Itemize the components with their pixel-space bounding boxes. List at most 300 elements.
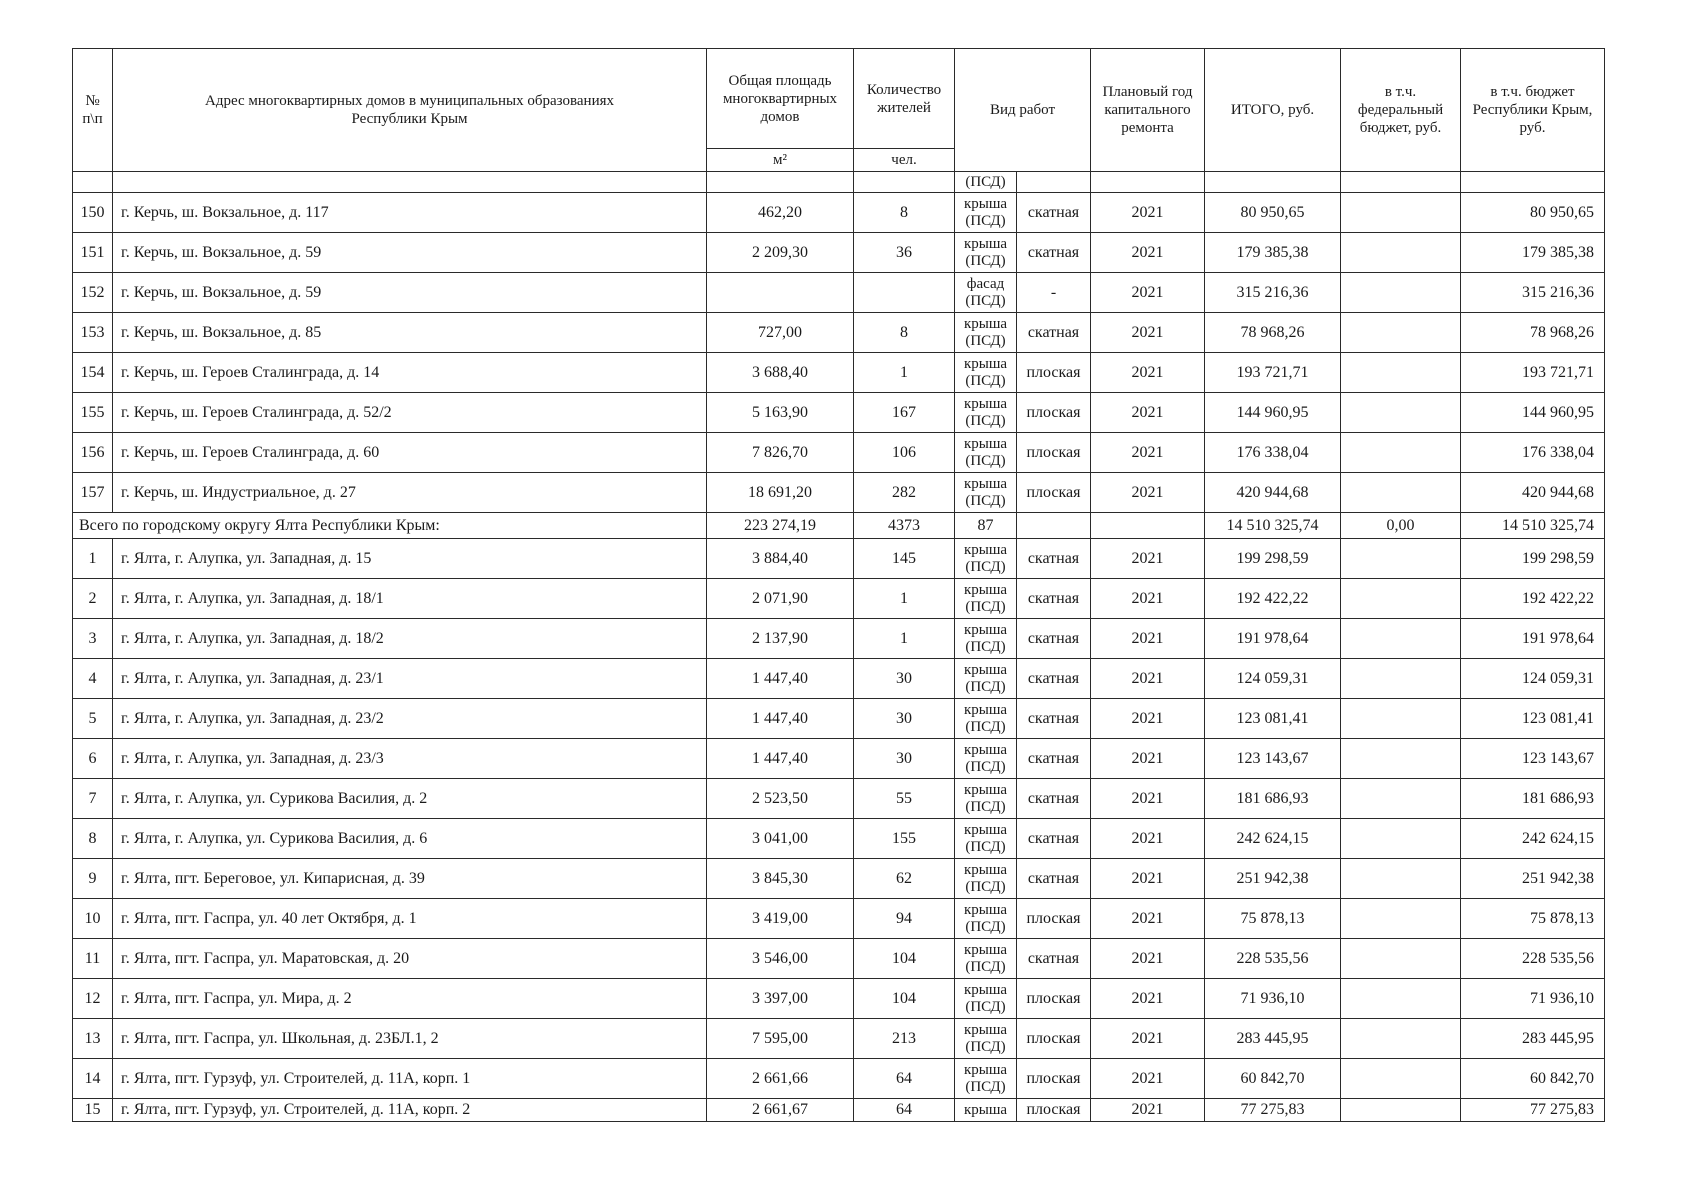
work-type-line1: крыша [963,661,1008,678]
cell-num: 152 [73,273,113,313]
header-republic: в т.ч. бюджет Республики Крым, руб. [1461,49,1605,172]
total-sum: 14 510 325,74 [1205,513,1341,539]
cell-federal [1341,859,1461,899]
repair-plan-table [72,48,1605,1122]
cell-residents: 104 [854,979,955,1019]
cell-federal [1341,1059,1461,1099]
cell-address: г. Керчь, ш. Вокзальное, д. 59 [113,273,707,313]
cell-area: 1 447,40 [707,739,854,779]
cell-num: 153 [73,313,113,353]
work-type-line1: крыша [963,1061,1008,1078]
cell-total: 199 298,59 [1205,539,1341,579]
cell-republic: 192 422,22 [1461,579,1605,619]
cell-republic: 191 978,64 [1461,619,1605,659]
cell-republic: 80 950,65 [1461,193,1605,233]
cell-republic: 77 275,83 [1461,1099,1605,1122]
table-header [73,49,1605,172]
cell-federal [1341,433,1461,473]
cell-roof-type: скатная [1017,193,1091,233]
cell-area: 3 397,00 [707,979,854,1019]
cell-num: 155 [73,393,113,433]
cell-num: 13 [73,1019,113,1059]
work-type-line1: крыша [963,475,1008,492]
cell-federal [1341,1099,1461,1122]
cell-num: 157 [73,473,113,513]
cell-area: 1 447,40 [707,699,854,739]
cell-year: 2021 [1091,233,1205,273]
cell-area: 2 071,90 [707,579,854,619]
cell-num: 6 [73,739,113,779]
header-plan-year: Плановый год капитального ремонта [1091,49,1205,172]
cell-address: г. Керчь, ш. Вокзальное, д. 59 [113,233,707,273]
table-row [73,539,1605,579]
cell-area: 2 209,30 [707,233,854,273]
cell-num: 11 [73,939,113,979]
cell-republic: 123 143,67 [1461,739,1605,779]
cell-work-type [955,233,1017,273]
cell-federal [1341,819,1461,859]
cell-area: 18 691,20 [707,473,854,513]
cell-address: г. Ялта, пгт. Береговое, ул. Кипарисная, д. 39 [113,859,707,899]
cell-year: 2021 [1091,579,1205,619]
total-count: 87 [955,513,1017,539]
cell-federal [1341,659,1461,699]
cell-total: 71 936,10 [1205,979,1341,1019]
cell-federal [1341,899,1461,939]
table-row-fragment [73,172,1605,193]
cell-work-type [955,819,1017,859]
cell-num [73,172,113,193]
cell-work-type [955,1019,1017,1059]
table-row [73,739,1605,779]
cell-total: 144 960,95 [1205,393,1341,433]
cell-total: 192 422,22 [1205,579,1341,619]
table-body [73,172,1605,1122]
cell-area: 3 546,00 [707,939,854,979]
work-type-line1: крыша [963,981,1008,998]
cell-address: г. Ялта, г. Алупка, ул. Западная, д. 23/3 [113,739,707,779]
cell-republic: 193 721,71 [1461,353,1605,393]
cell-year: 2021 [1091,699,1205,739]
work-type-line2: (ПСД) [965,558,1006,575]
cell-republic [1461,172,1605,193]
cell-federal [1341,779,1461,819]
table-row [73,393,1605,433]
cell-year: 2021 [1091,819,1205,859]
cell-work-type [955,899,1017,939]
cell-residents: 64 [854,1059,955,1099]
cell-total: 75 878,13 [1205,899,1341,939]
table-row [73,579,1605,619]
cell-year [1091,172,1205,193]
cell-residents: 167 [854,393,955,433]
cell-year: 2021 [1091,1099,1205,1122]
cell-work-type [955,979,1017,1019]
cell-area: 2 523,50 [707,779,854,819]
cell-federal [1341,579,1461,619]
cell-republic: 283 445,95 [1461,1019,1605,1059]
work-type-line2: (ПСД) [965,798,1006,815]
cell-residents: 1 [854,353,955,393]
cell-federal [1341,393,1461,433]
cell-roof-type: скатная [1017,939,1091,979]
cell-year: 2021 [1091,539,1205,579]
cell-address: г. Керчь, ш. Индустриальное, д. 27 [113,473,707,513]
cell-federal [1341,353,1461,393]
cell-year: 2021 [1091,313,1205,353]
cell-republic: 123 081,41 [1461,699,1605,739]
cell-republic: 78 968,26 [1461,313,1605,353]
cell-federal [1341,739,1461,779]
cell-residents: 94 [854,899,955,939]
cell-year: 2021 [1091,353,1205,393]
cell-residents: 155 [854,819,955,859]
table-row [73,353,1605,393]
cell-residents: 8 [854,193,955,233]
cell-area: 2 661,66 [707,1059,854,1099]
cell-area: 5 163,90 [707,393,854,433]
header-residents: Количество жителей [854,49,955,149]
cell-year: 2021 [1091,659,1205,699]
cell-residents: 36 [854,233,955,273]
cell-work-type [955,433,1017,473]
cell-num: 7 [73,779,113,819]
cell-residents: 1 [854,579,955,619]
cell-num: 10 [73,899,113,939]
cell-roof-type: скатная [1017,659,1091,699]
cell-year: 2021 [1091,193,1205,233]
table-row [73,313,1605,353]
cell-num: 14 [73,1059,113,1099]
cell-roof-type: плоская [1017,353,1091,393]
work-type-line1: крыша [963,621,1008,638]
cell-total: 123 081,41 [1205,699,1341,739]
cell-total: 315 216,36 [1205,273,1341,313]
total-year-empty [1091,513,1205,539]
cell-address: г. Ялта, г. Алупка, ул. Сурикова Василия, д. 6 [113,819,707,859]
cell-address: г. Ялта, пгт. Гаспра, ул. Мира, д. 2 [113,979,707,1019]
work-type-line1: крыша [963,821,1008,838]
cell-address: г. Ялта, г. Алупка, ул. Западная, д. 18/2 [113,619,707,659]
table-row [73,619,1605,659]
cell-roof-type: скатная [1017,619,1091,659]
cell-work-type [955,313,1017,353]
cell-work-type: (ПСД) [955,172,1017,193]
cell-address: г. Ялта, г. Алупка, ул. Западная, д. 23/1 [113,659,707,699]
cell-address [113,172,707,193]
cell-address: г. Ялта, г. Алупка, ул. Западная, д. 15 [113,539,707,579]
cell-roof-type [1017,172,1091,193]
cell-roof-type: скатная [1017,699,1091,739]
cell-area [707,172,854,193]
cell-total: 179 385,38 [1205,233,1341,273]
header-federal: в т.ч. федеральный бюджет, руб. [1341,49,1461,172]
cell-roof-type: плоская [1017,1059,1091,1099]
cell-roof-type: плоская [1017,979,1091,1019]
work-type-line1: крыша [963,235,1008,252]
cell-roof-type: скатная [1017,819,1091,859]
cell-year: 2021 [1091,939,1205,979]
cell-republic: 71 936,10 [1461,979,1605,1019]
table-row [73,699,1605,739]
table-row [73,659,1605,699]
cell-residents: 55 [854,779,955,819]
cell-address: г. Керчь, ш. Вокзальное, д. 85 [113,313,707,353]
cell-area: 3 419,00 [707,899,854,939]
cell-total: 78 968,26 [1205,313,1341,353]
cell-republic: 176 338,04 [1461,433,1605,473]
work-type-line2: (ПСД) [965,838,1006,855]
table-row [73,1099,1605,1122]
work-type-line1: крыша [963,355,1008,372]
cell-num: 15 [73,1099,113,1122]
cell-work-type [955,619,1017,659]
cell-federal [1341,273,1461,313]
total-federal: 0,00 [1341,513,1461,539]
cell-work-type [955,779,1017,819]
work-type-line2: (ПСД) [965,718,1006,735]
work-type-line1: фасад [966,275,1005,292]
header-num: № п\п [73,49,113,172]
cell-roof-type: плоская [1017,899,1091,939]
work-type-line1: крыша [963,541,1008,558]
cell-address: г. Ялта, пгт. Гурзуф, ул. Строителей, д. 11А, корп. 2 [113,1099,707,1122]
cell-work-type [955,353,1017,393]
total-residents: 4373 [854,513,955,539]
cell-address: г. Ялта, г. Алупка, ул. Западная, д. 23/2 [113,699,707,739]
header-area: Общая площадь многоквартирных домов [707,49,854,149]
table-row [73,1059,1605,1099]
cell-num: 3 [73,619,113,659]
total-row [73,513,1605,539]
table-row [73,779,1605,819]
cell-federal [1341,172,1461,193]
table-row [73,433,1605,473]
cell-residents: 30 [854,739,955,779]
cell-residents: 30 [854,699,955,739]
cell-total: 191 978,64 [1205,619,1341,659]
cell-residents: 213 [854,1019,955,1059]
cell-republic: 228 535,56 [1461,939,1605,979]
table-row [73,939,1605,979]
cell-area: 727,00 [707,313,854,353]
cell-roof-type: скатная [1017,779,1091,819]
cell-address: г. Ялта, пгт. Гаспра, ул. 40 лет Октября, д. 1 [113,899,707,939]
total-roof-empty [1017,513,1091,539]
cell-republic: 251 942,38 [1461,859,1605,899]
cell-total: 228 535,56 [1205,939,1341,979]
cell-year: 2021 [1091,739,1205,779]
table-row [73,193,1605,233]
cell-federal [1341,539,1461,579]
cell-roof-type: плоская [1017,393,1091,433]
cell-total: 251 942,38 [1205,859,1341,899]
cell-residents: 106 [854,433,955,473]
work-type-line2: (ПСД) [965,998,1006,1015]
work-type-line1: крыша [963,781,1008,798]
cell-address: г. Ялта, г. Алупка, ул. Сурикова Василия, д. 2 [113,779,707,819]
work-type-line2: (ПСД) [965,918,1006,935]
cell-total: 176 338,04 [1205,433,1341,473]
work-type-line2: (ПСД) [965,1078,1006,1095]
table-row [73,233,1605,273]
cell-roof-type: плоская [1017,433,1091,473]
cell-work-type [955,273,1017,313]
cell-roof-type: - [1017,273,1091,313]
header-work-type: Вид работ [955,49,1091,172]
work-type-line2: (ПСД) [965,212,1006,229]
unit-area: м² [707,149,854,172]
cell-total: 77 275,83 [1205,1099,1341,1122]
cell-total: 193 721,71 [1205,353,1341,393]
cell-num: 12 [73,979,113,1019]
work-type-line1: крыша [963,435,1008,452]
cell-republic: 60 842,70 [1461,1059,1605,1099]
cell-address: г. Ялта, пгт. Гаспра, ул. Школьная, д. 23БЛ.1, 2 [113,1019,707,1059]
cell-federal [1341,979,1461,1019]
cell-year: 2021 [1091,433,1205,473]
cell-num: 156 [73,433,113,473]
cell-residents [854,172,955,193]
cell-work-type [955,1059,1017,1099]
cell-area: 7 826,70 [707,433,854,473]
work-type-line1: крыша [963,861,1008,878]
cell-num: 4 [73,659,113,699]
table-row [73,859,1605,899]
cell-federal [1341,939,1461,979]
cell-num: 5 [73,699,113,739]
cell-roof-type: скатная [1017,233,1091,273]
cell-residents [854,273,955,313]
total-area: 223 274,19 [707,513,854,539]
unit-residents: чел. [854,149,955,172]
document-page [72,48,1604,1121]
work-type-line1: крыша [963,1101,1008,1118]
cell-federal [1341,193,1461,233]
cell-work-type [955,1099,1017,1122]
cell-republic: 124 059,31 [1461,659,1605,699]
header-address: Адрес многоквартирных домов в муниципальных образованиях Республики Крым [113,49,707,172]
cell-federal [1341,619,1461,659]
cell-total [1205,172,1341,193]
cell-residents: 282 [854,473,955,513]
cell-area: 462,20 [707,193,854,233]
cell-work-type [955,393,1017,433]
cell-num: 8 [73,819,113,859]
cell-num: 150 [73,193,113,233]
cell-roof-type: скатная [1017,539,1091,579]
work-type-line2: (ПСД) [965,678,1006,695]
work-type-line1: крыша [963,195,1008,212]
cell-residents: 8 [854,313,955,353]
work-type-line2: (ПСД) [965,412,1006,429]
table-row [73,899,1605,939]
work-type-line2: (ПСД) [965,252,1006,269]
total-label: Всего по городскому округу Ялта Республики Крым: [73,513,707,539]
cell-address: г. Керчь, ш. Героев Сталинграда, д. 14 [113,353,707,393]
cell-year: 2021 [1091,393,1205,433]
cell-republic: 179 385,38 [1461,233,1605,273]
cell-area: 3 884,40 [707,539,854,579]
table-row [73,819,1605,859]
cell-residents: 145 [854,539,955,579]
work-type-line1: крыша [963,581,1008,598]
table-row [73,273,1605,313]
work-type-line1: крыша [963,395,1008,412]
cell-total: 420 944,68 [1205,473,1341,513]
cell-roof-type: скатная [1017,739,1091,779]
cell-federal [1341,699,1461,739]
cell-total: 124 059,31 [1205,659,1341,699]
cell-area: 1 447,40 [707,659,854,699]
cell-total: 283 445,95 [1205,1019,1341,1059]
work-type-line2: (ПСД) [965,638,1006,655]
cell-area: 7 595,00 [707,1019,854,1059]
cell-address: г. Керчь, ш. Героев Сталинграда, д. 60 [113,433,707,473]
cell-republic: 199 298,59 [1461,539,1605,579]
table-row [73,979,1605,1019]
cell-total: 242 624,15 [1205,819,1341,859]
work-type-line2: (ПСД) [965,878,1006,895]
cell-num: 9 [73,859,113,899]
cell-federal [1341,233,1461,273]
cell-address: г. Ялта, пгт. Гурзуф, ул. Строителей, д. 11А, корп. 1 [113,1059,707,1099]
cell-residents: 62 [854,859,955,899]
cell-work-type [955,579,1017,619]
cell-address: г. Керчь, ш. Вокзальное, д. 117 [113,193,707,233]
cell-work-type [955,859,1017,899]
table-row [73,1019,1605,1059]
cell-residents: 64 [854,1099,955,1122]
cell-year: 2021 [1091,899,1205,939]
work-type-line1: крыша [963,315,1008,332]
cell-republic: 181 686,93 [1461,779,1605,819]
cell-republic: 75 878,13 [1461,899,1605,939]
cell-num: 154 [73,353,113,393]
cell-year: 2021 [1091,1059,1205,1099]
work-type-line1: крыша [963,1021,1008,1038]
cell-republic: 420 944,68 [1461,473,1605,513]
cell-federal [1341,313,1461,353]
cell-residents: 30 [854,659,955,699]
work-type-line2: (ПСД) [965,452,1006,469]
cell-area: 3 845,30 [707,859,854,899]
cell-num: 151 [73,233,113,273]
work-type-line1: крыша [963,901,1008,918]
cell-year: 2021 [1091,979,1205,1019]
cell-total: 80 950,65 [1205,193,1341,233]
work-type-line2: (ПСД) [965,758,1006,775]
work-type-line2: (ПСД) [965,332,1006,349]
cell-roof-type: скатная [1017,859,1091,899]
work-type-line1: крыша [963,701,1008,718]
cell-roof-type: плоская [1017,1019,1091,1059]
work-type-line2: (ПСД) [965,1038,1006,1055]
cell-federal [1341,1019,1461,1059]
cell-year: 2021 [1091,779,1205,819]
cell-roof-type: плоская [1017,1099,1091,1122]
work-type-line2: (ПСД) [965,372,1006,389]
cell-work-type [955,193,1017,233]
header-total: ИТОГО, руб. [1205,49,1341,172]
cell-work-type [955,739,1017,779]
cell-year: 2021 [1091,859,1205,899]
cell-address: г. Ялта, пгт. Гаспра, ул. Маратовская, д. 20 [113,939,707,979]
cell-total: 181 686,93 [1205,779,1341,819]
cell-work-type [955,659,1017,699]
cell-work-type [955,473,1017,513]
cell-republic: 144 960,95 [1461,393,1605,433]
